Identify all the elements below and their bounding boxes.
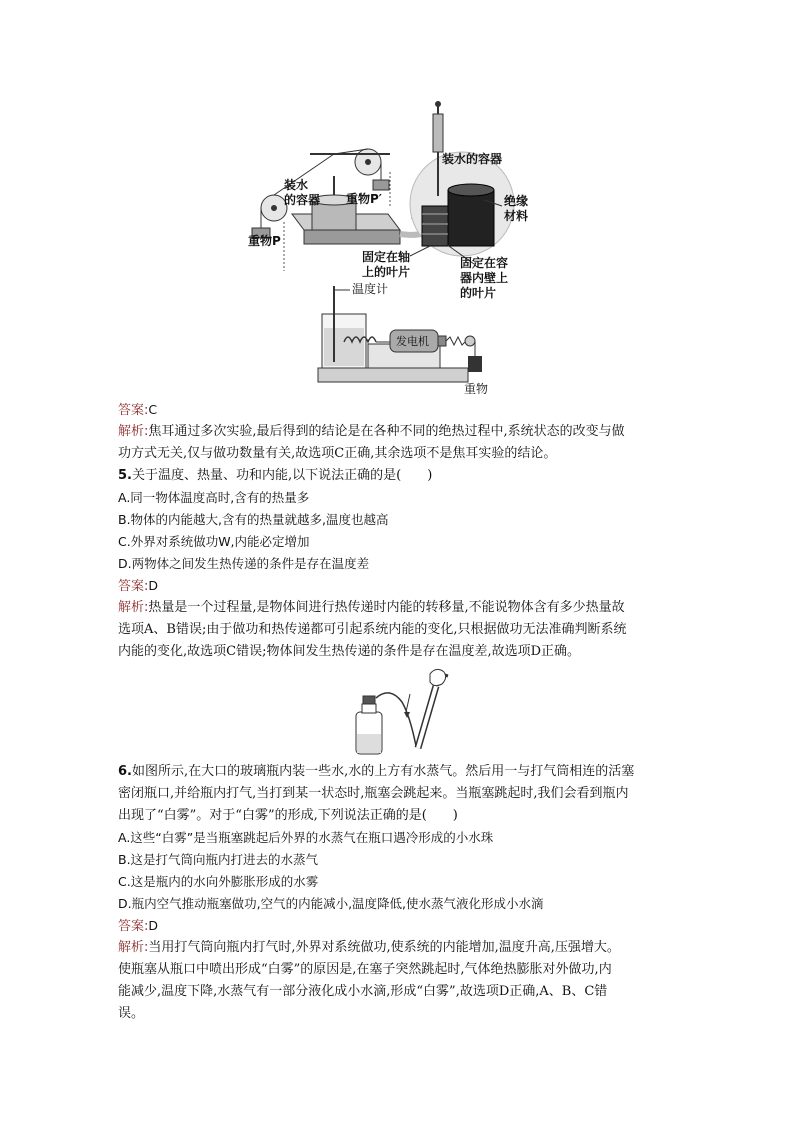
q6-option-c: C.这是瓶内的水向外膨胀形成的水雾: [118, 874, 319, 889]
answer-label: 答案:: [118, 919, 149, 934]
label-container-left: 装水 的容器: [284, 178, 321, 207]
q6-analysis-line-4: 误。: [118, 1006, 145, 1021]
q5-analysis-line-2: 选项A、B错误;由于做功和热传递都可引起系统内能的变化,只根据做功无法准确判断系统: [118, 622, 627, 637]
q5-option-b: B.物体的内能越大,含有的热量就越多,温度也越高: [118, 512, 389, 527]
q4-analysis-line-1: [118, 422, 625, 442]
generator-figure: [314, 282, 514, 398]
q6-analysis-line-1: [118, 938, 620, 958]
q4-analysis-line-2: 功方式无关,仅与做功数量有关,故选项C正确,其余选项不是焦耳实验的结论。: [118, 446, 557, 461]
q6-option-d: D.瓶内空气推动瓶塞做功,空气的内能减小,温度降低,使水蒸气液化形成小水滴: [118, 896, 544, 911]
q5-option-a: A.同一物体温度高时,含有的热量多: [118, 490, 310, 505]
label-thermometer: 温度计: [352, 282, 389, 296]
label-blades-axis: 固定在轴 上的叶片: [362, 250, 411, 279]
q5-option-c: C.外界对系统做功W,内能必定增加: [118, 534, 310, 549]
analysis-text: 热量是一个过程量,是物体间进行热传递时内能的转移量,不能说物体含有多少热量故: [148, 600, 625, 615]
q6-answer: [118, 916, 158, 937]
label-container-right: 装水的容器: [442, 152, 503, 166]
q6-stem-line-2: 密闭瓶口,并给瓶内打气,当打到某一状态时,瓶塞会跳起来。当瓶塞跳起时,我们会看到瓶内: [118, 786, 629, 801]
q5-analysis-line-1: [118, 598, 625, 618]
q5-answer: [118, 576, 158, 597]
question-stem: 如图所示,在大口的玻璃瓶内装一些水,水的上方有水蒸气。然后用一与打气筒相连的活塞: [131, 764, 635, 779]
analysis-text: 焦耳通过多次实验,最后得到的结论是在各种不同的绝热过程中,系统状态的改变与做: [148, 424, 625, 439]
q6-option-a: A.这些“白雾”是当瓶塞跳起后外界的水蒸气在瓶口遇冷形成的小水珠: [118, 830, 494, 845]
analysis-label: 解析:: [118, 600, 149, 615]
q5-option-d: D.两物体之间发生热传递的条件是存在温度差: [118, 556, 370, 571]
joule-apparatus-figure: [240, 96, 540, 300]
question-number: 5.: [118, 468, 132, 483]
label-blades-wall: 固定在容 器内壁上 的叶片: [460, 256, 509, 300]
label-insulation: 绝缘 材料: [504, 194, 529, 223]
q6-analysis-line-2: 使瓶塞从瓶口中喷出形成“白雾”的原因是,在塞子突然跳起时,气体绝热膨胀对外做功,内: [118, 962, 612, 977]
label-weight-p-prime: 重物P′: [346, 192, 382, 206]
q5-analysis-line-3: 内能的变化,故选项C错误;物体间发生热传递的条件是存在温度差,故选项D正确。: [118, 644, 581, 659]
question-stem: 关于温度、热量、功和内能,以下说法正确的是( ): [131, 468, 433, 483]
q4-answer: [118, 400, 157, 421]
q5-stem: [118, 466, 432, 486]
q6-stem-line-3: 出现了“白雾”。对于“白雾”的形成,下列说法正确的是( ): [118, 808, 458, 823]
label-weight: 重物: [464, 382, 489, 396]
analysis-label: 解析:: [118, 424, 149, 439]
analysis-label: 解析:: [118, 940, 149, 955]
q6-option-b: B.这是打气筒向瓶内打进去的水蒸气: [118, 852, 319, 867]
question-number: 6.: [118, 764, 132, 779]
analysis-text: 当用打气筒向瓶内打气时,外界对系统做功,使系统的内能增加,温度升高,压强增大。: [148, 940, 620, 955]
answer-value: C: [148, 402, 158, 417]
answer-label: 答案:: [118, 403, 149, 418]
label-weight-p: 重物P: [248, 234, 281, 248]
answer-value: D: [148, 918, 159, 933]
label-generator: 发电机: [396, 335, 429, 348]
bottle-pump-figure: [350, 668, 460, 760]
answer-value: D: [148, 578, 159, 593]
q6-stem-line-1: [118, 762, 634, 782]
answer-label: 答案:: [118, 579, 149, 594]
q6-analysis-line-3: 能减少,温度下降,水蒸气有一部分液化成小水滴,形成“白雾”,故选项D正确,A、B、C错: [118, 984, 608, 999]
